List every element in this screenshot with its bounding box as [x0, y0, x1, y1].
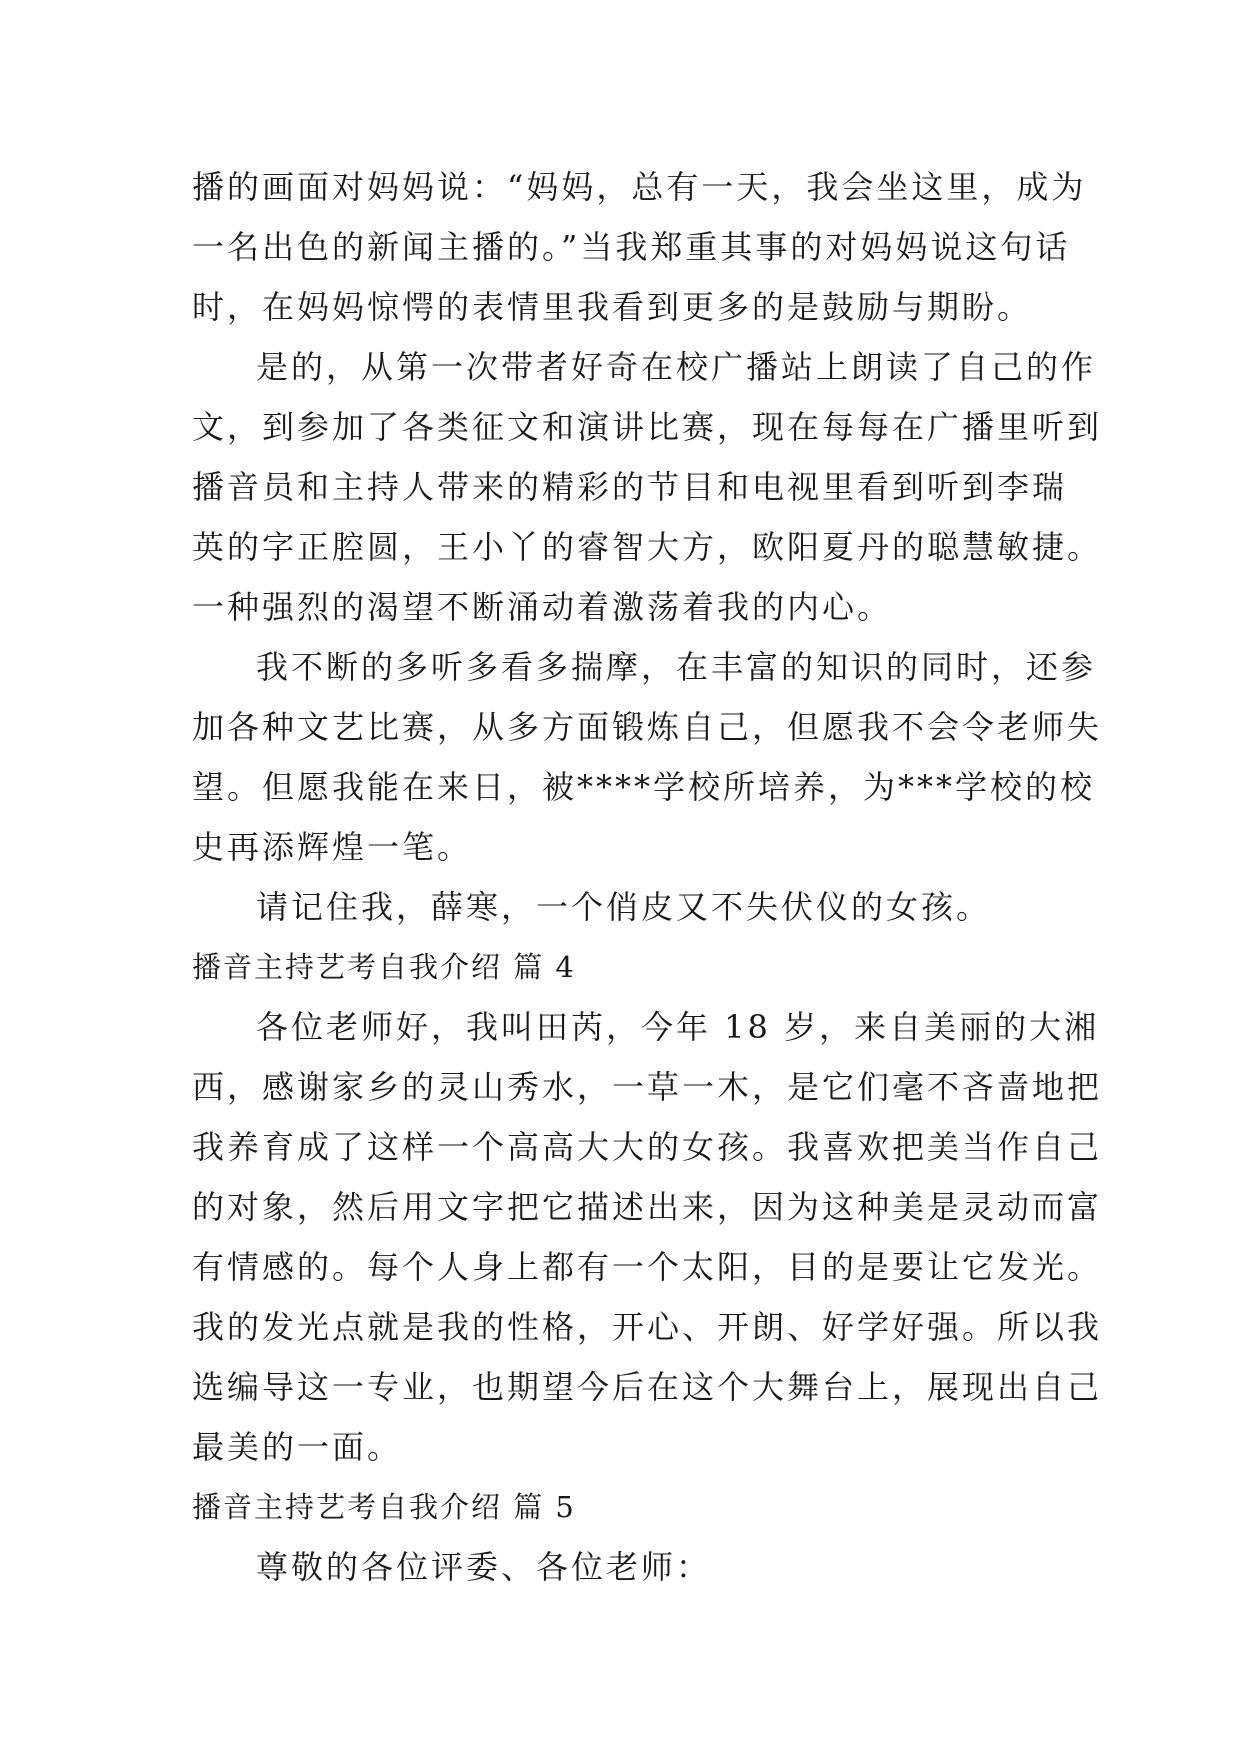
- body-line: 最美的一面。: [192, 1428, 403, 1466]
- paragraph-first-line: 请记住我，薛寒，一个俏皮又不失伏仪的女孩。: [256, 888, 992, 926]
- document-body: [192, 157, 1103, 1597]
- body-line: 我的发光点就是我的性格，开心、开朗、好学好强。所以我: [192, 1308, 1103, 1346]
- body-line: 望。但愿我能在来日，被****学校所培养，为***学校的校: [192, 768, 1096, 806]
- body-line: 时，在妈妈惊愕的表情里我看到更多的是鼓励与期盼。: [192, 288, 1033, 326]
- body-line: 选编导这一专业，也期望今后在这个大舞台上，展现出自己: [192, 1368, 1103, 1406]
- body-line: 一名出色的新闻主播的。”当我郑重其事的对妈妈说这句话: [192, 228, 1071, 266]
- body-line: 播的画面对妈妈说：“妈妈，总有一天，我会坐这里，成为: [192, 168, 1087, 206]
- body-line: 史再添辉煌一笔。: [192, 828, 473, 866]
- body-line: 我养育成了这样一个高高大大的女孩。我喜欢把美当作自己: [192, 1128, 1103, 1166]
- body-line: 英的字正腔圆，王小丫的睿智大方，欧阳夏丹的聪慧敏捷。: [192, 528, 1103, 566]
- body-line: 加各种文艺比赛，从多方面锻炼自己，但愿我不会令老师失: [192, 708, 1103, 746]
- section-heading: 播音主持艺考自我介绍 篇 5: [192, 1490, 576, 1524]
- paragraph-first-line: 是的，从第一次带者好奇在校广播站上朗读了自己的作: [256, 348, 1097, 386]
- paragraph-first-line: 尊敬的各位评委、各位老师：: [256, 1548, 712, 1586]
- body-line: 的对象，然后用文字把它描述出来，因为这种美是灵动而富: [192, 1188, 1103, 1226]
- section-heading: 播音主持艺考自我介绍 篇 4: [192, 950, 576, 984]
- paragraph-first-line: 我不断的多听多看多揣摩，在丰富的知识的同时，还参: [256, 648, 1097, 686]
- body-line: 一种强烈的渴望不断涌动着激荡着我的内心。: [192, 588, 893, 626]
- body-line: 西，感谢家乡的灵山秀水，一草一木，是它们毫不吝啬地把: [192, 1068, 1103, 1106]
- body-line: 文，到参加了各类征文和演讲比赛，现在每每在广播里听到: [192, 408, 1103, 446]
- paragraph-first-line: 各位老师好，我叫田芮，今年 18 岁，来自美丽的大湘: [256, 1008, 1100, 1046]
- body-line: 播音员和主持人带来的精彩的节目和电视里看到听到李瑞: [192, 468, 1068, 506]
- body-line: 有情感的。每个人身上都有一个太阳，目的是要让它发光。: [192, 1248, 1103, 1286]
